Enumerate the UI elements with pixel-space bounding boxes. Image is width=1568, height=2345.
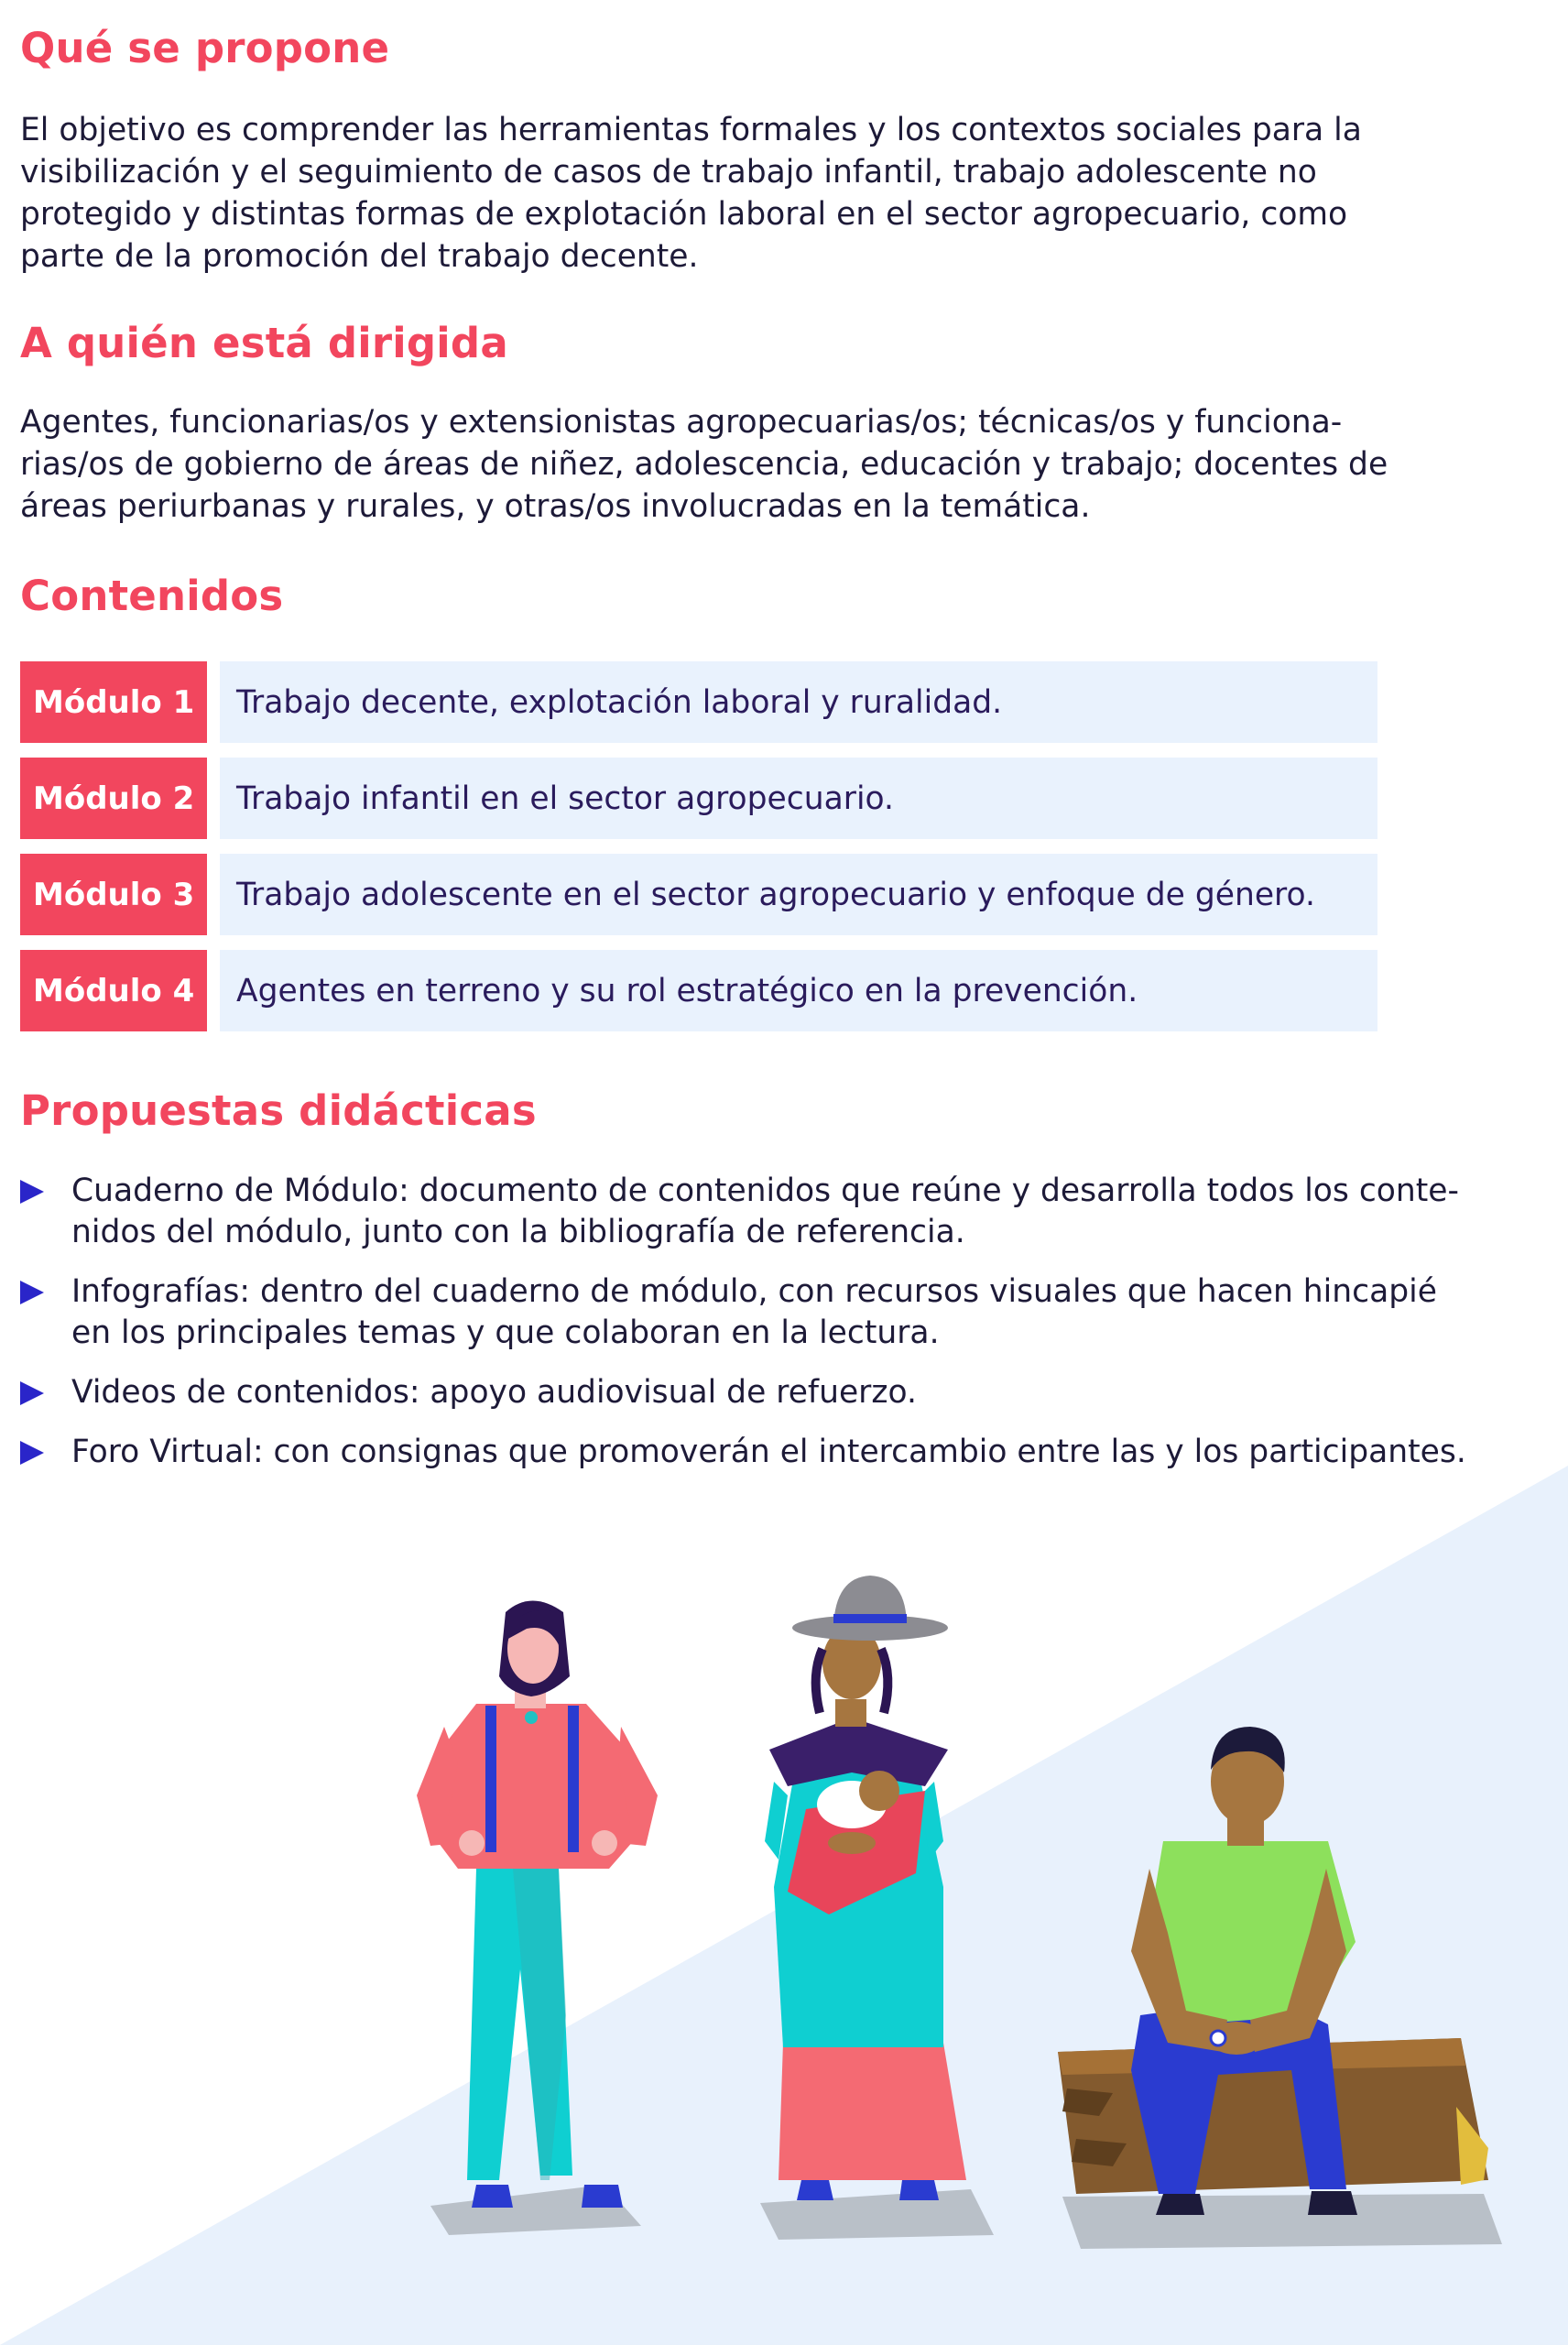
woman-backpack-figure — [417, 1601, 658, 2209]
module-description: Trabajo infantil en el sector agropecuario. — [220, 758, 1377, 839]
module-tag: Módulo 4 — [20, 950, 207, 1031]
woman-hat-figure — [765, 1576, 966, 2200]
module-description: Trabajo adolescente en el sector agropecuario y enfoque de género. — [220, 854, 1377, 935]
list-item-line: nidos del módulo, junto con la bibliografía de referencia. — [71, 1214, 965, 1250]
heading-que-se-propone: Qué se propone — [20, 24, 390, 72]
module-description: Trabajo decente, explotación laboral y ruralidad. — [220, 661, 1377, 743]
module-description: Agentes en terreno y su rol estratégico en la prevención. — [220, 950, 1377, 1031]
list-item-line: en los principales temas y que colaboran en la lectura. — [71, 1314, 940, 1351]
text-line: visibilización y el seguimiento de casos de trabajo infantil, trabajo adolescente no — [20, 154, 1317, 191]
text-line: protegido y distintas formas de explotación laboral en el sector agropecuario, como — [20, 196, 1348, 233]
heading-a-quien-esta-dirigida: A quién está dirigida — [20, 319, 508, 367]
module-tag: Módulo 3 — [20, 854, 207, 935]
list-item-line: Videos de contenidos: apoyo audiovisual de refuerzo. — [71, 1374, 917, 1411]
list-item-line: Cuaderno de Módulo: documento de contenidos que reúne y desarrolla todos los conte- — [71, 1172, 1459, 1209]
text-line: El objetivo es comprender las herramientas formales y los contextos sociales para la — [20, 112, 1362, 148]
heading-contenidos: Contenidos — [20, 572, 284, 620]
man-sitting-figure — [1058, 1727, 1488, 2215]
text-line: parte de la promoción del trabajo decente. — [20, 238, 699, 275]
list-item-line: Foro Virtual: con consignas que promoverán el intercambio entre las y los participantes. — [71, 1434, 1466, 1470]
text-line: Agentes, funcionarias/os y extensionistas agropecuarias/os; técnicas/os y funciona- — [20, 404, 1343, 441]
text-line: rias/os de gobierno de áreas de niñez, adolescencia, educación y trabajo; docentes de — [20, 446, 1388, 483]
module-tag: Módulo 2 — [20, 758, 207, 839]
heading-propuestas-didacticas: Propuestas didácticas — [20, 1086, 537, 1135]
text-line: áreas periurbanas y rurales, y otras/os involucradas en la temática. — [20, 488, 1091, 525]
module-tag: Módulo 1 — [20, 661, 207, 743]
list-item-line: Infografías: dentro del cuaderno de módulo, con recursos visuales que hacen hincapié — [71, 1273, 1437, 1310]
